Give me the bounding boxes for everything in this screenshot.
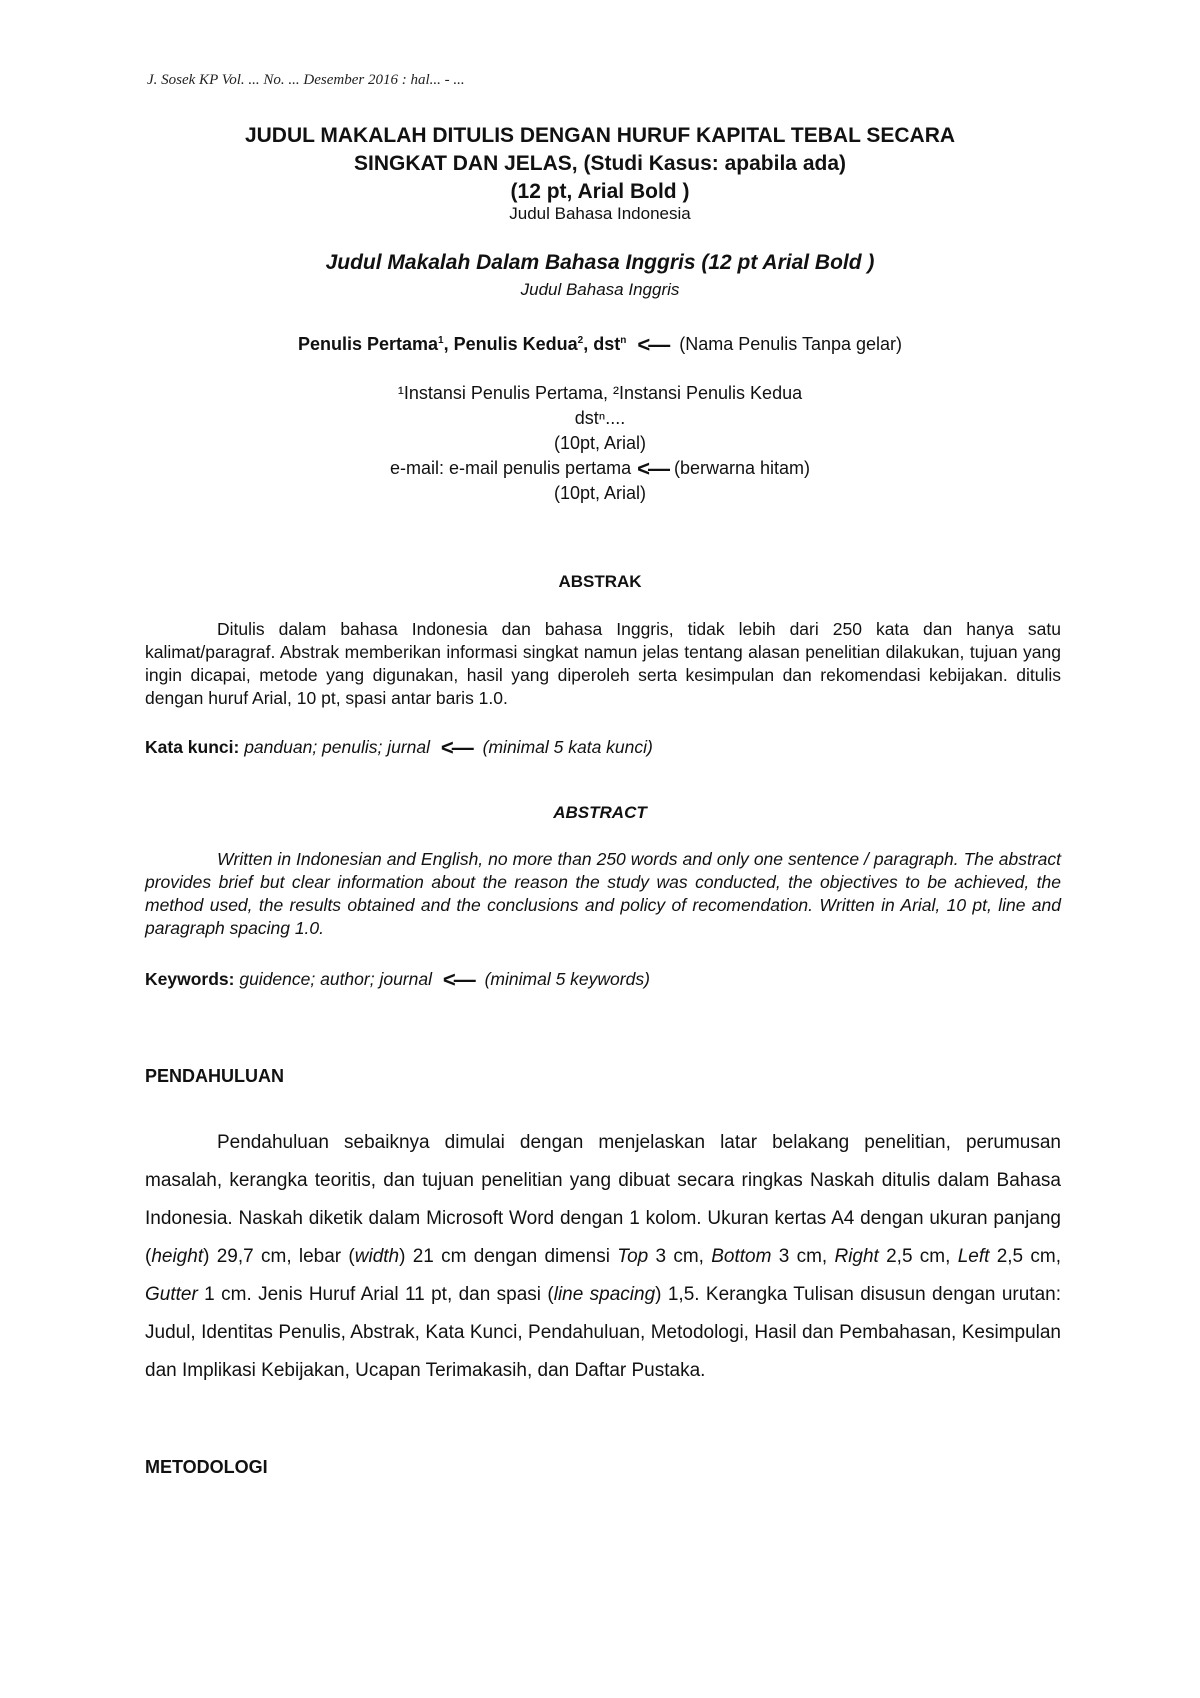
kata-kunci-line — [145, 735, 653, 761]
email-note: (berwarna hitam) — [673, 458, 810, 478]
journal-header: J. Sosek KP Vol. ... No. ... Desember 2016 : hal... - ... — [147, 72, 465, 88]
left-arrow-icon: <— — [637, 456, 668, 481]
abstract-heading: ABSTRACT — [553, 803, 647, 822]
keywords-note: (minimal 5 keywords) — [484, 969, 650, 989]
metodologi-heading: METODOLOGI — [145, 1457, 268, 1477]
author-second: Penulis Kedua$^2$ — [453, 334, 584, 354]
keywords-line — [145, 967, 650, 993]
left-arrow-icon: <— — [637, 332, 669, 357]
title-line-3: (12 pt, Arial Bold ) — [510, 180, 690, 203]
pendahuluan-heading: PENDAHULUAN — [145, 1066, 284, 1086]
kata-kunci-label: Kata kunci: — [145, 737, 240, 757]
paper-title — [145, 122, 1055, 206]
left-arrow-icon: <— — [442, 967, 474, 992]
abstrak-heading: ABSTRAK — [558, 572, 642, 591]
affiliation-line-1: ¹Instansi Penulis Pertama, ²Instansi Penulis Kedua — [397, 383, 803, 403]
abstrak-text: Ditulis dalam bahasa Indonesia dan bahasa Inggris, tidak lebih dari 250 kata dan hanya satu kalimat/paragraf. Abstrak memberikan informasi singkat namun jelas tentang alasan penelitian dilakukan, tujuan yang ingin dicapai, metode yang digunakan, hasil yang diperoleh serta kesimpulan dan rekomendasi kebijakan. ditulis dengan huruf Arial, 10 pt, spasi antar baris 1.0. — [145, 619, 1061, 708]
pendahuluan-text: Pendahuluan sebaiknya dimulai dengan menjelaskan latar belakang penelitian, perumusan masalah, kerangka teoritis, dan tujuan penelitian yang dibuat secara ringkas Naskah ditulis dalam Bahasa Indonesia. Naskah diketik dalam Microsoft Word dengan 1 kolom. Ukuran kertas A4 dengan ukuran panjang (height) 29,7 cm, lebar (width) 21 cm dengan dimensi Top 3 cm, Bottom 3 cm, Right 2,5 cm, Left 2,5 cm, Gutter 1 cm. Jenis Huruf Arial 11 pt, dan spasi (line spacing) 1,5. Kerangka Tulisan disusun dengan urutan: Judul, Identitas Penulis, Abstrak, Kata Kunci, Pendahuluan, Metodologi, Hasil dan Pembahasan, Kesimpulan dan Implikasi Kebijakan, Ucapan Terimakasih, dan Daftar Pustaka. — [145, 1132, 1061, 1381]
affiliation-email: e-mail: e-mail penulis pertama — [390, 458, 632, 478]
title-subtitle: Judul Bahasa Indonesia — [509, 204, 691, 223]
affiliation-email-line — [145, 456, 1055, 481]
keywords-label: Keywords: — [145, 969, 235, 989]
author-etc: dst$^n$ — [593, 334, 627, 354]
left-arrow-icon: <— — [440, 735, 472, 760]
english-title: Judul Makalah Dalam Bahasa Inggris (12 pt Arial Bold ) — [325, 251, 875, 274]
abstract-text: Written in Indonesian and English, no more than 250 words and only one sentence / paragraph. The abstract provides brief but clear information about the reason the study was conducted, the objectives to be achieved, the method used, the results obtained and the conclusions and policy of recomendation. Written in Arial, 10 pt, line and paragraph spacing 1.0. — [145, 849, 1061, 938]
title-line-2: SINGKAT DAN JELAS, (Studi Kasus: apabila ada) — [353, 152, 846, 175]
author-first: Penulis Pertama$^1$ — [297, 334, 444, 354]
affiliation-line-3: (10pt, Arial) — [553, 433, 647, 453]
author-note: (Nama Penulis Tanpa gelar) — [679, 334, 903, 354]
title-line-1: JUDUL MAKALAH DITULIS DENGAN HURUF KAPITAL TEBAL SECARA — [244, 124, 956, 147]
kata-kunci-note: (minimal 5 kata kunci) — [482, 737, 653, 757]
kata-kunci-value: panduan; penulis; jurnal — [244, 737, 431, 757]
author-line: Penulis Pertama$^1$, Penulis Kedua$^2$, dst$^n$ <— (Nama Penulis Tanpa gelar) — [297, 332, 903, 357]
affiliation-line-2: dstⁿ.... — [574, 408, 626, 428]
affiliation-block — [145, 381, 1055, 506]
english-title-subtitle: Judul Bahasa Inggris — [520, 280, 680, 299]
affiliation-line-5: (10pt, Arial) — [553, 483, 647, 503]
keywords-value: guidence; author; journal — [239, 969, 432, 989]
